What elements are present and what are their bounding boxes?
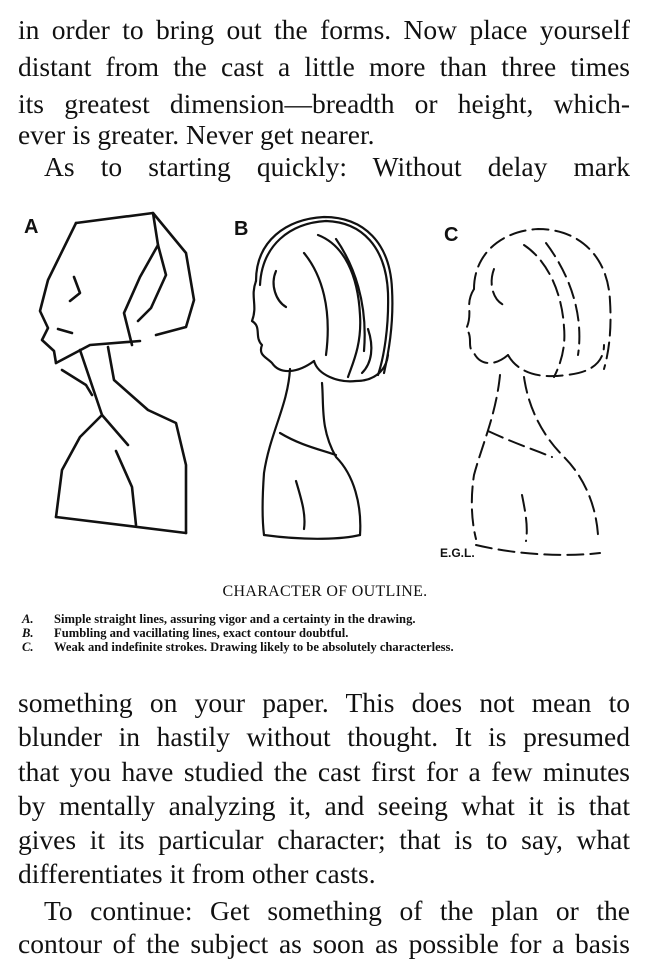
figure-label-c: C <box>444 224 459 246</box>
caption-text: Simple straight lines, assuring vigor and a certainty in the drawing. <box>54 612 416 626</box>
figure-label-b: B <box>234 218 249 240</box>
text-line: contour of the subject as soon as possible for a basis <box>18 928 630 959</box>
head-a-drawing <box>40 213 194 533</box>
caption-text: Fumbling and vacillating lines, exact contour doubtful. <box>54 626 349 640</box>
outline-figure <box>18 205 630 575</box>
figure-caption-list <box>22 612 622 654</box>
text-line: As to starting quickly: Without delay mark <box>44 151 630 182</box>
text-line: that you have studied the cast first for a few minutes <box>18 756 630 787</box>
caption-key: B. <box>22 626 34 640</box>
text-line: blunder in hastily without thought. It is presumed <box>18 721 630 752</box>
caption-item-a <box>22 612 622 626</box>
text-line: differentiates it from other casts. <box>18 858 376 889</box>
text-line: its greatest dimension—breadth or height, which- <box>18 88 630 119</box>
caption-item-c <box>22 640 622 654</box>
text-line: To continue: Get something of the plan or the <box>44 895 630 926</box>
text-line: by mentally analyzing it, and seeing what it is that <box>18 790 630 821</box>
text-line: gives it its particular character; that is to say, what <box>18 824 630 855</box>
artist-signature: E.G.L. <box>440 546 475 560</box>
text-line: ever is greater. Never get nearer. <box>18 119 375 150</box>
caption-key: A. <box>22 612 34 626</box>
caption-key: C. <box>22 640 34 654</box>
caption-text: Weak and indefinite strokes. Drawing likely to be absolutely characterless. <box>54 640 454 654</box>
caption-item-b <box>22 626 622 640</box>
text-line: in order to bring out the forms. Now place yourself <box>18 14 630 45</box>
outline-illustration <box>18 205 630 575</box>
text-line: distant from the cast a little more than three times <box>18 51 630 82</box>
head-b-drawing <box>252 217 392 539</box>
text-line: something on your paper. This does not mean to <box>18 687 630 718</box>
figure-label-a: A <box>24 216 39 238</box>
head-c-drawing <box>466 229 611 555</box>
figure-caption-title: CHARACTER OF OUTLINE. <box>222 583 428 600</box>
